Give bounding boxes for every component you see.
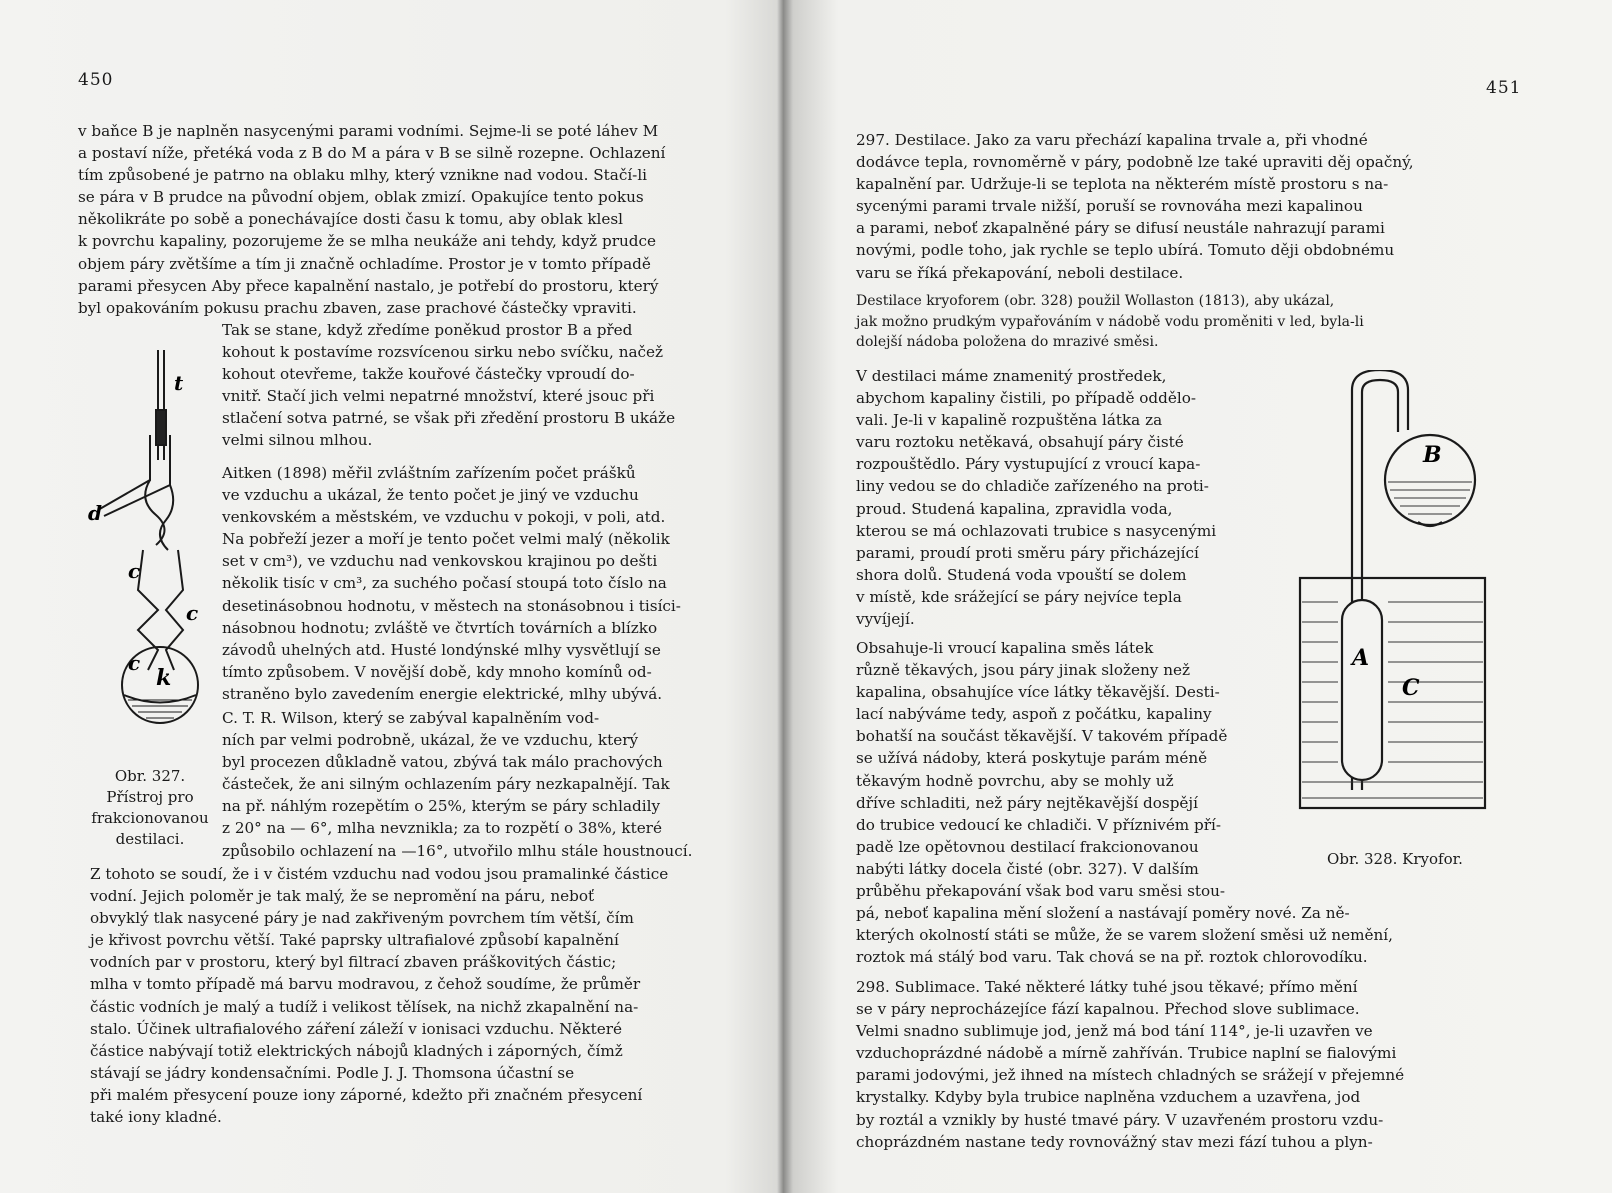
figure-328-kryofor [1290,370,1500,840]
text-line: krystalky. Kdyby byla trubice naplněna vzduchem a uzavřena, jod [856,1088,1361,1107]
text-line: obvyklý tlak nasycené páry je nad zakřiveným povrchem tím větší, čím [90,909,634,928]
text-line: objem páry zvětšíme a tím ji značně ochladíme. Prostor je v tomto případě [78,254,651,273]
text-line: vnitř. Stačí jich velmi nepatrné množství, které jsouc při [222,387,655,406]
text-line: dolejší nádoba položena do mrazivé směsi. [856,334,1159,351]
text-line: částeček, že ani silným ochlazením páry nezkapalnějí. Tak [222,775,670,794]
text-line: set v cm³), ve vzduchu nad venkovskou krajinou po dešti [222,552,658,571]
figure-327-caption [70,766,230,850]
text-line: jak možno prudkým vypařováním v nádobě vodu proměniti v led, byla-li [856,313,1364,330]
text-line: V destilaci máme znamenitý prostředek, [856,367,1167,385]
text-line: choprázdném nastane tedy rovnovážný stav mezi fází tuhou a plyn- [856,1132,1373,1151]
text-line: se užívá nádoby, která poskytuje parám méně [856,749,1208,768]
right-page [800,0,1612,1193]
text-line: Destilace kryoforem (obr. 328) použil Wollaston (1813), aby ukázal, [856,293,1335,309]
text-line: stalo. Účinek ultrafialového záření záleží v ionisaci vzduchu. Některé [90,1019,622,1038]
text-line: průběhu překapování však bod varu směsi stou- [856,882,1226,901]
text-line: Tak se stane, když zředíme poněkud prostor B a před [222,321,633,339]
text-line: velmi silnou mlhou. [222,431,373,450]
small-paragraph [856,291,1490,353]
text-line: vali. Je-li v kapalině rozpuštěna látka za [856,411,1163,430]
text-line: byl opakováním pokusu prachu zbaven, zase prachové částečky vpraviti. [78,298,637,317]
text-line: kterou se má ochlazovati trubice s nasycenými [856,521,1217,540]
text-line: z 20° na — 6°, mlha nevznikla; za to rozpětí o 38%, které [222,819,662,838]
side-paragraph-3 [222,707,710,862]
text-line: nabýti látky docela čisté (obr. 327). V dalším [856,859,1199,878]
label-d: d [88,501,102,525]
text-line: desetinásobnou hodnotu, v městech na stonásobnou i tisíci- [222,596,681,615]
page-number: 451 [1486,78,1522,98]
text-line: shora dolů. Studená voda vpouští se dolem [856,565,1187,584]
text-line: novými, podle toho, jak rychle se teplo ubírá. Tomuto ději obdobnému [856,241,1395,260]
label-c2: c [186,601,199,625]
label-B: B [1423,442,1442,468]
text-line: Na pobřeží jezer a moří je tento počet velmi malý (několik [222,530,670,549]
text-line: stlačení sotva patrné, se však při zředění prostoru B ukáže [222,409,676,428]
bottom-paragraph [90,863,715,1128]
text-line: dříve schladiti, než páry nejtěkavější dospějí [856,793,1198,812]
text-line: několikráte po sobě a ponechávajíce dosti času k tomu, aby oblak klesl [78,210,624,229]
text-line: padě lze opětovnou destilací frakcionovanou [856,837,1199,856]
text-line: pá, neboť kapalina mění složení a nastávají poměry nové. Za ně- [856,904,1350,922]
text-line: k povrchu kapaliny, pozorujeme že se mlha neukáže ani tehdy, když prudce [78,232,656,251]
text-line: kterých okolností státi se může, že se varem složení směsi už nemění, [856,926,1393,945]
paragraph-3 [856,637,1268,902]
section-297 [856,129,1490,284]
text-line: proud. Studená kapalina, zpravidla voda, [856,499,1173,518]
text-line: varu se říká překapování, neboli destilace. [856,263,1184,282]
text-line: částic vodních je malý a tudíž i velikost tělísek, na nichž zkapalnění na- [90,997,639,1016]
caption-line: Obr. 327. [114,767,186,785]
text-line: 298. Sublimace. Také některé látky tuhé jsou těkavé; přímo mění [856,978,1358,996]
figure-328-caption: Obr. 328. Kryofor. [1327,850,1463,868]
text-line: parami přesycen Aby přece kapalnění nastalo, je potřebí do prostoru, který [78,276,659,295]
paragraph-3-continued [856,902,1490,968]
side-paragraph-1 [222,319,710,452]
text-line: parami jodovými, jež ihned na místech chladných se srážejí v přejemné [856,1066,1405,1085]
top-paragraph [78,120,710,319]
text-line: Obsahuje-li vroucí kapalina směs látek [856,639,1154,657]
text-line: kohout k postavíme rozsvícenou sirku nebo svíčku, načež [222,343,664,362]
text-line: parami, proudí proti směru páry přicházející [856,543,1199,562]
text-line: také iony kladné. [90,1108,222,1127]
text-line: částice nabývají totiž elektrických nábojů kladných i záporných, čímž [90,1041,623,1060]
text-line: na př. náhlým rozepětím o 25%, kterým se páry schladily [222,797,661,816]
text-line: 297. Destilace. Jako za varu přechází kapalina trvale a, při vhodné [856,131,1368,149]
text-line: se pára v B prudce na původní objem, oblak zmizí. Opakujíce tento pokus [78,188,644,207]
text-line: vzduchoprázdné nádobě a mírně zahříván. Trubice naplní se fialovými [856,1044,1397,1063]
label-t: t [174,371,184,395]
text-line: mlha v tomto případě má barvu modravou, z čehož soudíme, že průměr [90,975,641,994]
caption-line: frakcionovanou [91,809,209,827]
label-c3: c [128,651,141,675]
page-number: 450 [78,70,114,90]
text-line: rozpouštědlo. Páry vystupující z vroucí kapa- [856,455,1201,474]
text-line: těkavým hodně povrchu, aby se mohly už [856,771,1174,790]
text-line: bohatší na součást těkavější. V takovém případě [856,727,1228,746]
text-line: roztok má stálý bod varu. Tak chová se na př. roztok chlorovodíku. [856,948,1368,967]
text-line: násobnou hodnotu; zvláště ve čtvrtích továrních a blízko [222,618,658,637]
text-line: Velmi snadno sublimuje jod, jenž má bod tání 114°, je-li uzavřen ve [856,1022,1373,1041]
text-line: tímto způsobem. V novější době, kdy mnoho komínů od- [222,662,652,681]
text-line: způsobilo ochlazení na —16°, utvořilo mlhu stále houstnoucí. [222,841,693,860]
text-line: vyvíjejí. [856,610,915,629]
text-line: v baňce B je naplněn nasycenými parami vodními. Sejme-li se poté láhev M [78,122,659,140]
text-line: ních par velmi podrobně, ukázal, že ve vzduchu, který [222,731,639,750]
text-line: vodní. Jejich poloměr je tak malý, že se nepromění na páru, neboť [90,887,595,906]
section-298 [856,976,1490,1153]
text-line: kapalina, obsahujíce více látky těkavější. Desti- [856,683,1220,702]
left-page [0,0,780,1193]
figure-327-apparatus [78,340,228,760]
text-line: ve vzduchu a ukázal, že tento počet je jiný ve vzduchu [222,486,639,505]
text-line: straněno bylo zavedením energie elektrické, mlhy ubývá. [222,684,663,703]
text-line: venkovském a městském, ve vzduchu v pokoji, v poli, atd. [222,508,666,527]
text-line: abychom kapaliny čistili, po případě oddělo- [856,389,1196,408]
text-line: by roztál a vznikly by husté tmavé páry. V uzavřeném prostoru vzdu- [856,1110,1384,1129]
text-line: varu roztoku netěkavá, obsahují páry čisté [856,433,1184,452]
text-line: kapalnění par. Udržuje-li se teplota na některém místě prostoru s na- [856,175,1389,194]
text-line: a postaví níže, přetéká voda z B do M a pára v B se silně rozepne. Ochlazení [78,144,666,163]
label-A: A [1352,645,1370,671]
label-k: k [156,665,172,691]
caption-line: destilaci. [115,830,185,848]
text-line: liny vedou se do chladiče zařízeného na proti- [856,477,1209,496]
text-line: je křivost povrchu větší. Také paprsky ultrafialové způsobí kapalnění [90,931,619,950]
text-line: sycenými parami trvale nižší, poruší se rovnováha mezi kapalinou [856,197,1363,216]
paragraph-2 [856,365,1268,630]
label-C: C [1402,675,1420,701]
caption-line: Přístroj pro [106,788,194,806]
text-line: závodů uhelných atd. Husté londýnské mlhy vysvětlují se [222,640,661,659]
text-line: Aitken (1898) měřil zvláštním zařízením počet prášků [222,464,636,482]
text-line: se v páry neprocházejíce fází kapalnou. Přechod slove sublimace. [856,1000,1360,1019]
text-line: několik tisíc v cm³, za suchého počasí stoupá toto číslo na [222,574,667,593]
text-line: C. T. R. Wilson, který se zabýval kapalněním vod- [222,709,600,727]
text-line: v místě, kde srážející se páry nejvíce tepla [856,587,1182,606]
side-paragraph-2 [222,462,710,705]
text-line: při malém přesycení pouze iony záporné, kdežto při značném přesycení [90,1085,643,1104]
text-line: kohout otevřeme, takže kouřové částečky vproudí do- [222,365,635,384]
text-line: do trubice vedoucí ke chladiči. V příznivém pří- [856,815,1222,834]
text-line: vodních par v prostoru, který byl filtrací zbaven práškovitých částic; [90,953,617,972]
label-c1: c [128,559,141,583]
text-line: a parami, neboť zkapalněné páry se difusí neustále nahrazují parami [856,219,1385,238]
text-line: Z tohoto se soudí, že i v čistém vzduchu nad vodou jsou pramalinké částice [90,865,669,883]
text-line: stávají se jádry kondensačními. Podle J. J. Thomsona účastní se [90,1063,575,1082]
text-line: lací nabýváme tedy, aspoň z počátku, kapaliny [856,705,1212,724]
text-line: byl procezen důkladně vatou, zbývá tak málo prachových [222,753,663,772]
text-line: dodávce tepla, rovnoměrně v páry, podobně lze také upraviti děj opačný, [856,153,1414,172]
text-line: tím způsobené je patrno na oblaku mlhy, který vznikne nad vodou. Stačí-li [78,166,648,185]
text-line: různě těkavých, jsou páry jinak složeny než [856,661,1190,680]
